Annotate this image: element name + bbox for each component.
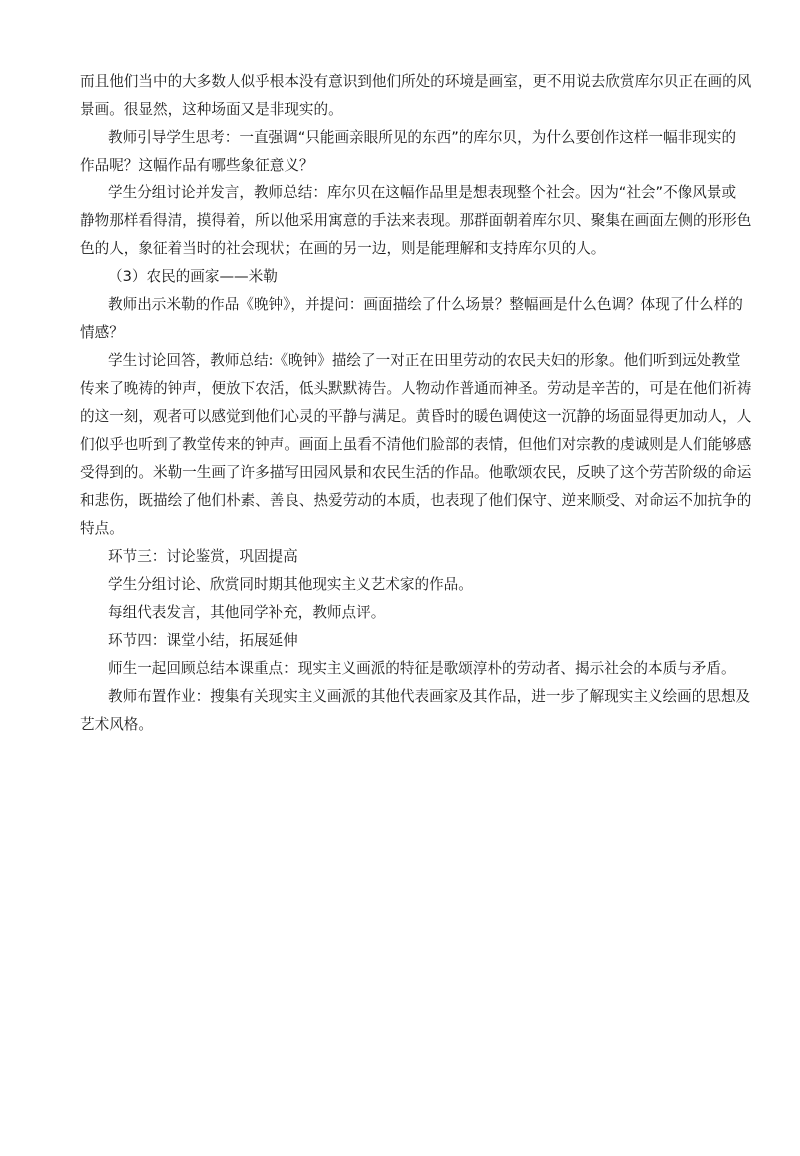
body-line: 学生分组讨论、欣赏同时期其他现实主义艺术家的作品。 (108, 576, 473, 593)
body-line: 静物那样看得清，摸得着，所以他采用寓意的手法来表现。那群面朝着库尔贝、聚集在画面左侧的形形色 (80, 212, 752, 229)
body-line: 艺术风格。 (80, 716, 153, 733)
body-line: 特点。 (80, 520, 124, 537)
body-line: 色的人，象征着当时的社会现状；在画的另一边，则是能理解和支持库尔贝的人。 (80, 240, 606, 257)
body-line: 每组代表发言，其他同学补充，教师点评。 (108, 604, 386, 621)
body-line: 们似乎也听到了教堂传来的钟声。画面上虽看不清他们脸部的表情，但他们对宗教的虔诚则是人们能够感 (80, 436, 752, 453)
section-heading: （3）农民的画家——米勒 (108, 268, 278, 285)
body-line: 传来了晚祷的钟声，便放下农活，低头默默祷告。人物动作普通而神圣。劳动是辛苦的，可是在他们祈祷 (80, 380, 752, 397)
body-line: 作品呢？这幅作品有哪些象征意义？ (80, 157, 314, 174)
body-line: 景画。很显然，这种场面又是非现实的。 (80, 101, 343, 118)
body-line: 情感？ (80, 324, 124, 341)
body-line: 和悲伤，既描绘了他们朴素、善良、热爱劳动的本质，也表现了他们保守、逆来顺受、对命运不加抗争的 (80, 492, 752, 509)
body-line: 受得到的。米勒一生画了许多描写田园风景和农民生活的作品。他歌颂农民，反映了这个劳苦阶级的命运 (80, 464, 752, 481)
body-line: 师生一起回顾总结本课重点：现实主义画派的特征是歌颂淳朴的劳动者、揭示社会的本质与矛盾。 (108, 660, 736, 677)
body-line: 教师出示米勒的作品《晚钟》，并提问：画面描绘了什么场景？整幅画是什么色调？体现了什么样的 (108, 296, 743, 313)
section-heading: 环节三：讨论鉴赏，巩固提高 (108, 548, 298, 565)
section-heading: 环节四：课堂小结，拓展延伸 (108, 632, 298, 649)
body-line: 学生分组讨论并发言，教师总结：库尔贝在这幅作品里是想表现整个社会。因为“社会”不像风景或 (108, 184, 737, 201)
body-line: 教师引导学生思考：一直强调“只能画亲眼所见的东西”的库尔贝，为什么要创作这样一幅非现实的 (108, 129, 737, 146)
body-line: 而且他们当中的大多数人似乎根本没有意识到他们所处的环境是画室，更不用说去欣赏库尔贝正在画的风 (80, 73, 752, 90)
body-line: 教师布置作业：搜集有关现实主义画派的其他代表画家及其作品，进一步了解现实主义绘画的思想及 (108, 688, 751, 705)
body-line: 学生讨论回答，教师总结:《晚钟》描绘了一对正在田里劳动的农民夫妇的形象。他们听到远处教堂 (108, 352, 741, 369)
body-line: 的这一刻，观者可以感觉到他们心灵的平静与满足。黄昏时的暖色调使这一沉静的场面显得更加动人，人 (80, 408, 752, 425)
